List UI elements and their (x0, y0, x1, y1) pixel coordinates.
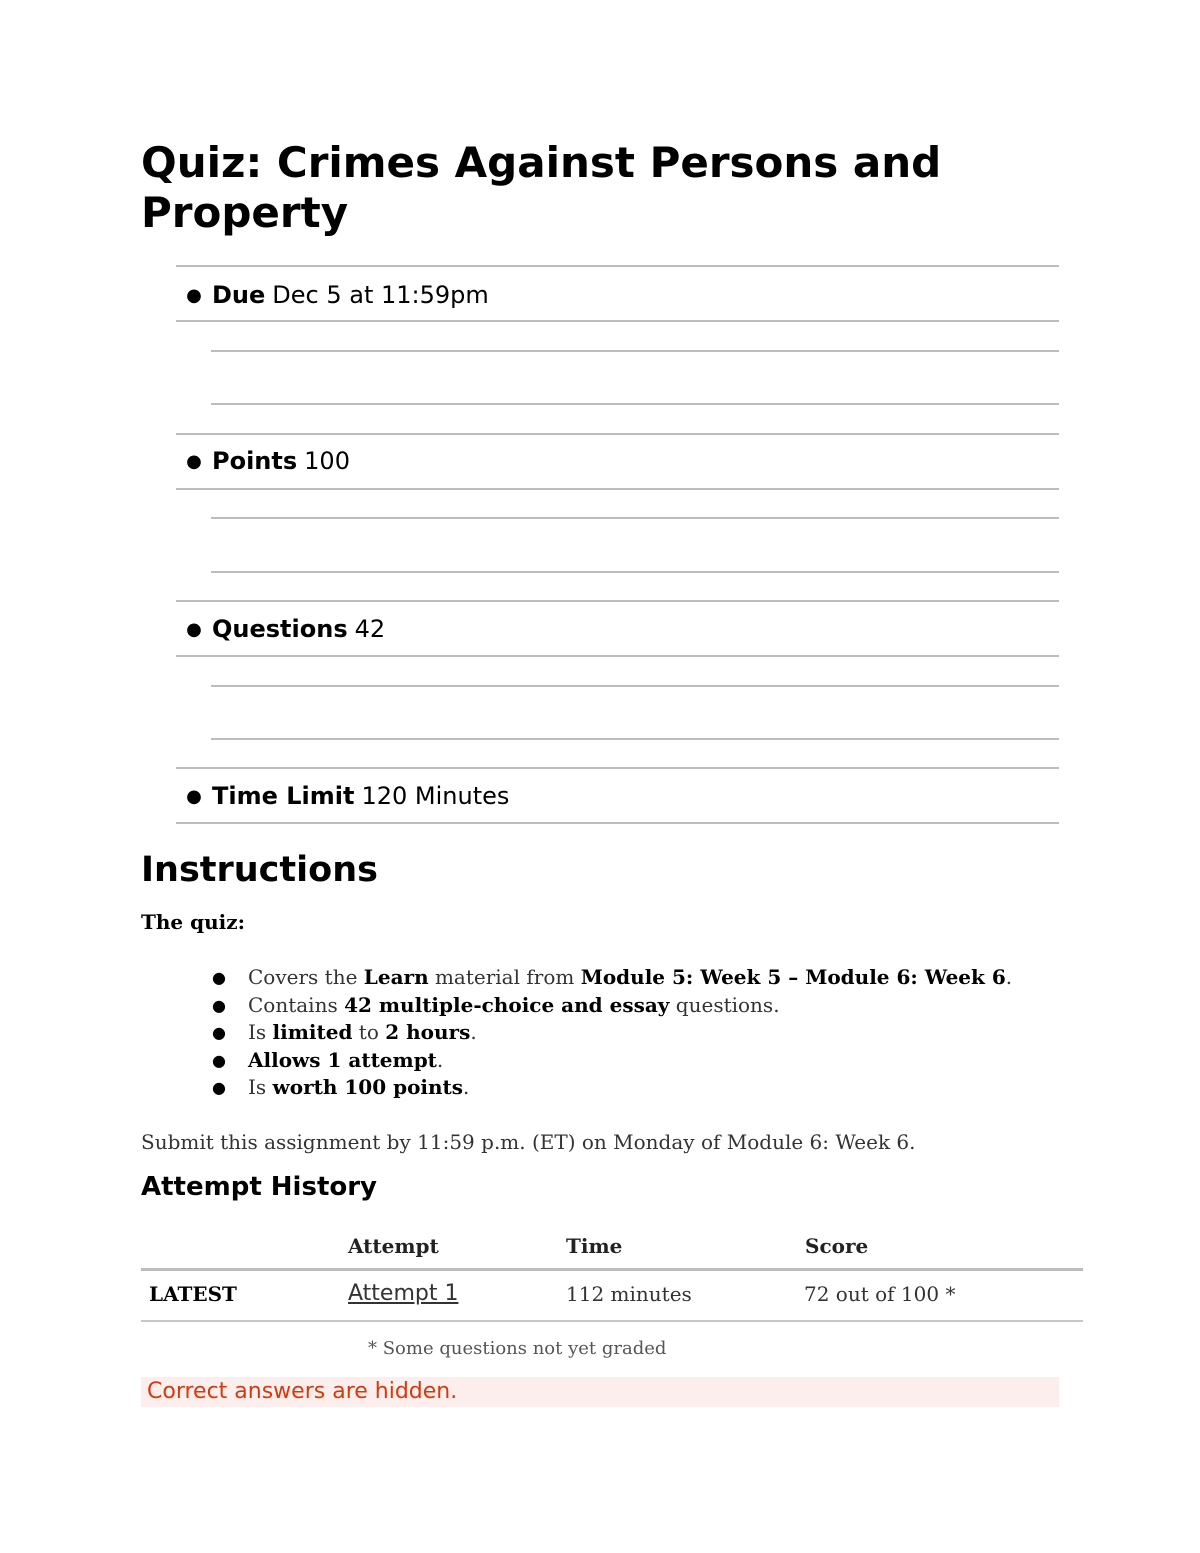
divider (176, 320, 1059, 322)
list-item: ● Allows 1 attempt. (212, 1047, 1012, 1075)
submit-note: Submit this assignment by 11:59 p.m. (ET) on Monday of Module 6: Week 6. (141, 1130, 916, 1154)
divider (211, 685, 1059, 687)
quiz-title: Quiz: Crimes Against Persons and Property (141, 138, 942, 237)
list-item: ● Covers the Learn material from Module 5: Week 5 – Module 6: Week 6. (212, 964, 1012, 992)
detail-due (176, 268, 1059, 322)
divider (211, 738, 1059, 740)
detail-questions (176, 602, 1059, 656)
attempt-history-heading: Attempt History (141, 1172, 378, 1202)
bullet-icon: ● (212, 1023, 226, 1042)
divider (211, 517, 1059, 519)
bullet-icon: ● (212, 968, 226, 987)
divider (211, 350, 1059, 352)
list-item: ● Contains 42 multiple-choice and essay questions. (212, 992, 1012, 1020)
detail-value: Dec 5 at 11:59pm (272, 281, 489, 309)
bullet-icon: ● (212, 1078, 226, 1097)
bullet-icon: ● (186, 284, 202, 306)
detail-label: Due (212, 281, 266, 309)
detail-points (176, 434, 1059, 488)
detail-value: 42 (354, 615, 386, 643)
attempt-score: 72 out of 100 * (804, 1282, 956, 1306)
instructions-intro: The quiz: (141, 910, 245, 934)
bullet-icon: ● (212, 995, 226, 1015)
divider (176, 265, 1059, 267)
bullet-icon: ● (186, 618, 202, 640)
column-header-score: Score (805, 1234, 869, 1258)
latest-tag: LATEST (149, 1282, 237, 1306)
detail-label: Points (212, 447, 298, 475)
detail-time-limit (176, 769, 1059, 823)
list-item: ● Is limited to 2 hours. (212, 1019, 1012, 1047)
detail-label: Time Limit (212, 782, 355, 810)
divider (176, 655, 1059, 657)
detail-value: 100 (304, 447, 350, 475)
bullet-icon: ● (186, 450, 202, 472)
list-item: ● Is worth 100 points. (212, 1074, 1012, 1102)
instructions-list (212, 964, 1012, 1102)
attempt-history-table (141, 1224, 1083, 1322)
detail-value: 120 Minutes (361, 782, 510, 810)
divider (176, 488, 1059, 490)
grading-footnote: * Some questions not yet graded (368, 1338, 667, 1359)
divider (211, 403, 1059, 405)
bullet-icon: ● (212, 1050, 226, 1070)
divider (176, 822, 1059, 824)
table-header-row (141, 1224, 1083, 1271)
bullet-icon: ● (186, 785, 202, 807)
column-header-attempt: Attempt (348, 1234, 439, 1258)
table-row (141, 1271, 1083, 1322)
attempt-1-link[interactable]: Attempt 1 (348, 1281, 459, 1306)
answers-hidden-alert: Correct answers are hidden. (141, 1377, 1059, 1407)
detail-label: Questions (212, 615, 348, 643)
instructions-heading: Instructions (141, 850, 378, 890)
attempt-time: 112 minutes (566, 1282, 692, 1306)
column-header-time: Time (566, 1234, 623, 1258)
divider (211, 571, 1059, 573)
